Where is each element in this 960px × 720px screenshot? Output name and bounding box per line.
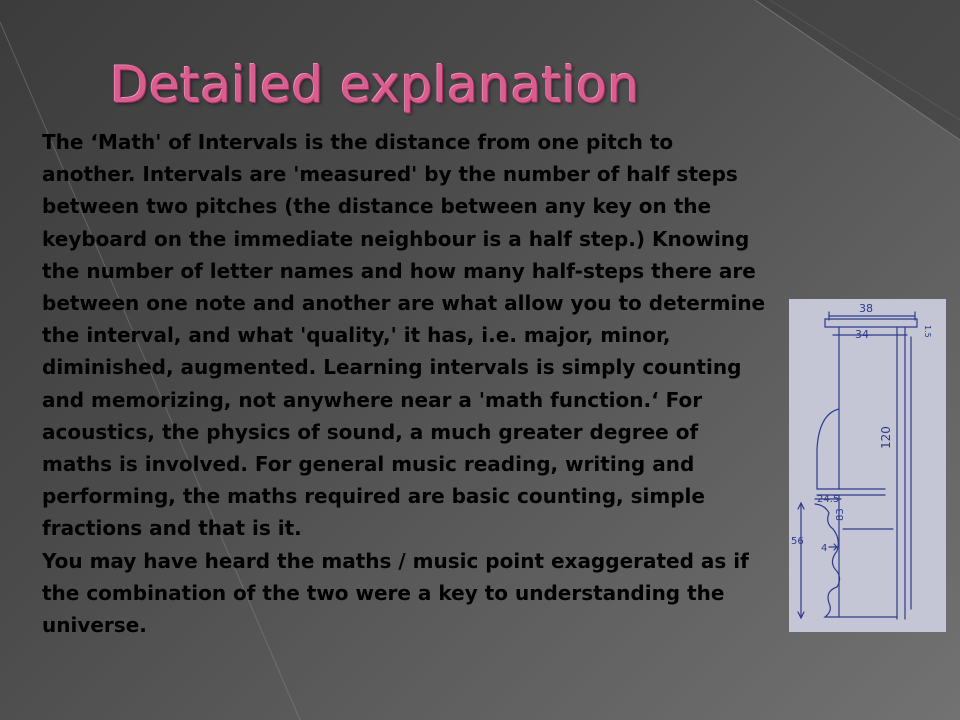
dim-top-thickness: 1.5 — [923, 325, 932, 338]
body-text — [42, 126, 770, 641]
dim-base-height: 56 — [791, 536, 804, 547]
piano-sketch-drawing — [789, 299, 946, 632]
dim-leg-depth: 4 — [821, 543, 828, 554]
dim-top-width: 38 — [859, 302, 873, 315]
dim-total-height: 120 — [879, 426, 893, 449]
piano-sketch-image — [789, 299, 946, 632]
dim-inner-width: 34 — [855, 328, 869, 341]
dim-keybed-height: 83 — [835, 508, 846, 521]
paragraph-intervals: The ‘Math' of Intervals is the distance from one pitch to another. Intervals are 'measured' by the number of half steps between two pitches (the distance between any key on the keyboard on the immediate neighbour is a half step.) Knowing the number of letter names and how many half-steps there are between one note and another are what allow you to determine the interval, and what 'quality,' it has, i.e. major, minor, diminished, augmented. Learning intervals is simply counting and memorizing, not anywhere near a 'math function.‘ For acoustics, the physics of sound, a much greater degree of maths is involved. For general music reading, writing and performing, the maths required are basic counting, simple fractions and that is it. — [42, 130, 766, 541]
paragraph-universe: You may have heard the maths / music point exaggerated as if the combination of the two were a key to understanding the universe. — [42, 548, 749, 638]
dim-keybed-depth: 24.5 — [817, 494, 840, 505]
slide-title: Detailed explanation — [110, 56, 640, 114]
